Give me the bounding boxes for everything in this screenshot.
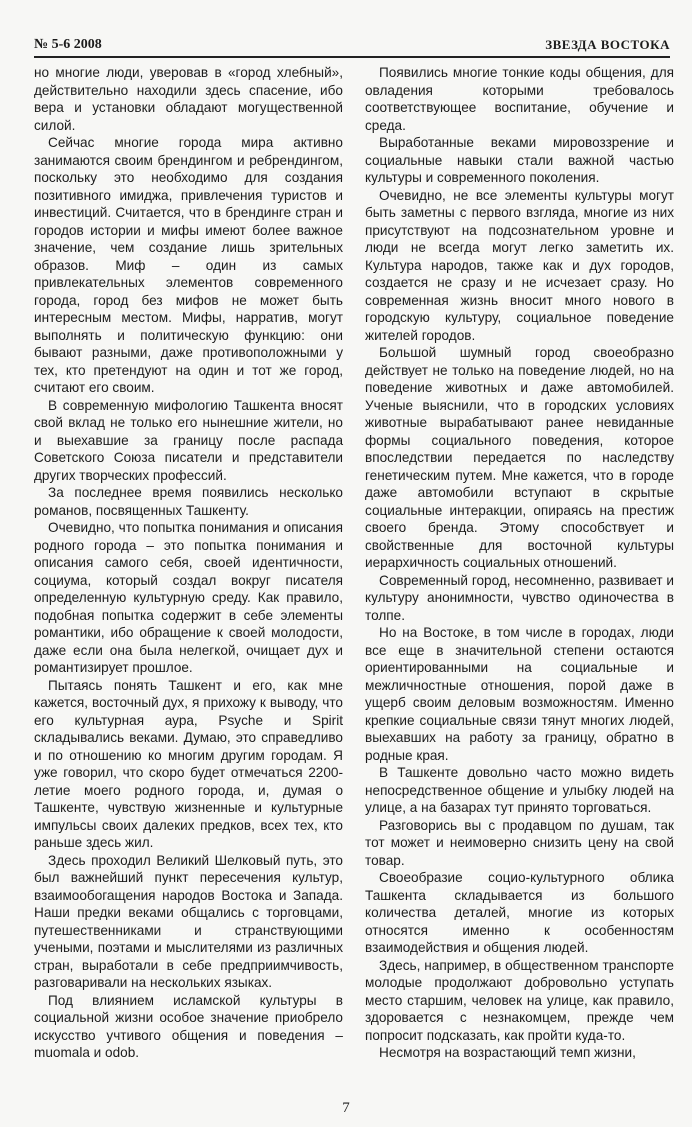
paragraph: Своеобразие социо-культурного облика Ташкента складывается из большого количества деталей, многие из которых относятся именно к особенностям взаимодействия и общения людей. [365,870,674,955]
issue-number: № 5-6 2008 [34,37,102,52]
left-column [34,64,343,1094]
right-column [365,64,674,1094]
paragraph: Очевидно, не все элементы культуры могут быть заметны с первого взгляда, многие из них присутствуют на подсознательном уровне и люди не всегда могут легко заметить их. Культура народов, также как и дух городов, создается не сразу и не исчезает сразу. Но современная жизнь вносит много нового в городскую культуру, социальное поведение жителей городов. [365,187,674,343]
paragraph: Несмотря на возрастающий темп жизни, [379,1045,636,1060]
paragraph: В современную мифологию Ташкента вносят свой вклад не только его нынешние жители, но и выехавшие за границу после распада Советского Союза писатели и представители других творческих профессий. [34,397,343,483]
publication-title: ЗВЕЗДА ВОСТОКА [545,37,670,52]
paragraph: Здесь проходил Великий Шелковый путь, это был важнейший пункт пересечения культур, взаимообогащения народов Востока и Запада. Наши предки веками общались с торговцами, путешественниками и странствующими учеными, поэтами и мыслителями из различных стран, выработали в себе предприимчивость, разговаривали на нескольких языках. [34,852,343,990]
paragraph: Большой шумный город своеобразно действует не только на поведение людей, но на поведение животных и даже автомобилей. Ученые выяснили, что в городских условиях животные вырабатывают ранее невиданные формы социального поведения, которое впоследствии передается по наследству генетическим путем. Мне кажется, что в городе даже автомобили вступают в скрытые социальные интеракции, опираясь на престиж своего бренда. Этому способствует и свойственные для восточной культуры иерархичность социальных отношений. [365,345,674,570]
paragraph: но многие люди, уверовав в «город хлебный», действительно находили здесь спасение, ибо вера и установки обладают могущественной силой. [34,65,343,133]
paragraph: Но на Востоке, в том числе в городах, люди все еще в значительной степени остаются ориентированными на социальные и межличностные отношения, порой даже в ущерб своим деловым возможностям. Именно крепкие социальные связи тянут многих людей, выехавших на работу за границу, обратно в родные края. [365,625,674,763]
paragraph: Под влиянием исламской культуры в социальной жизни особое значение приобрело искусство учтивого общения и поведения – muomala и odob. [34,992,343,1060]
paragraph: Разговорись вы с продавцом по душам, так тот может и неимоверно снизить цену на свой товар. [365,817,674,868]
page-header [34,30,670,58]
paragraph: Появились многие тонкие коды общения, для овладения которыми требовалось соответствующее воспитание, обучение и среда. [365,65,674,133]
paragraph: Сейчас многие города мира активно занимаются своим брендингом и ребрендингом, поскольку это необходимо для создания позитивного имиджа, привлечения туристов и инвестиций. Считается, что в брендинге стран и городов истории и мифы имеют более важное значение, чем создание лишь зрительных образов. Миф – один из самых привлекательных элементов современного города, город без мифов не может быть интересным местом. Мифы, нарратив, могут выполнять и политическую функцию: они бывают разными, даже противоположными у тех, кто претендуют на один и тот же город, считают его своим. [34,135,343,395]
page-number: 7 [342,1100,350,1116]
article-body [34,64,674,1094]
paragraph: Здесь, например, в общественном транспорте молодые продолжают добровольно уступать место старшим, человек на улице, как правило, здоровается с незнакомцем, прежде чем попросит подсказать, как пройти куда-то. [365,957,674,1043]
paragraph: Пытаясь понять Ташкент и его, как мне кажется, восточный дух, я прихожу к выводу, что его культурная аура, Psyche и Spirit складывались веками. Думаю, это справедливо и по отношению ко многим другим городам. Я уже говорил, что скоро будет отмечаться 2200-летие моего родного города, и, думая о Ташкенте, чувствую жизненные и культурные импульсы своих далеких предков, всех тех, кто раньше здесь жил. [34,677,343,850]
paragraph: В Ташкенте довольно часто можно видеть непосредственное общение и улыбку людей на улице, а на базарах тут принято торговаться. [365,765,674,815]
paragraph: За последнее время появились несколько романов, посвященных Ташкенту. [34,485,343,518]
paragraph: Современный город, несомненно, развивает и культуру анонимности, чувство одиночества в толпе. [365,572,674,623]
paragraph: Выработанные веками мировоззрение и социальные навыки стали важной частью культуры и современного поколения. [365,135,674,185]
paragraph: Очевидно, что попытка понимания и описания родного города – это попытка понимания и описания самого себя, своей идентичности, социума, который создал вокруг писателя определенную культурную среду. Как правило, подобная попытка содержит в себе элементы романтики, ибо обращение к своей молодости, даже если она была нелегкой, очищает дух и романтизирует прошлое. [34,520,343,675]
